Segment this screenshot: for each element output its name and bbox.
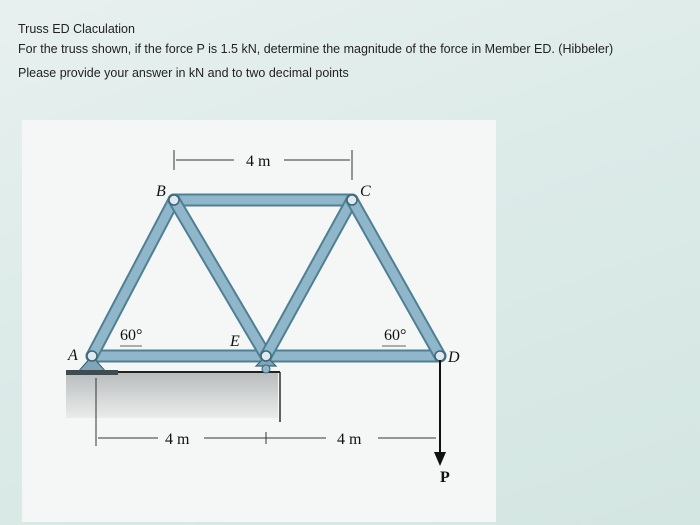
question-title: Truss ED Claculation <box>18 22 135 36</box>
angle-left-label: 60° <box>120 327 143 344</box>
node-b-label: B <box>156 183 166 200</box>
top-dim-label: 4 m <box>246 153 271 170</box>
truss-diagram <box>22 120 496 522</box>
node-e-label: E <box>230 333 240 350</box>
question-prompt: For the truss shown, if the force P is 1.5 kN, determine the magnitude of the force in Member ED. (Hibbeler) <box>18 42 614 56</box>
node-c-label: C <box>360 183 371 200</box>
bottom-dim-left-label: 4 m <box>165 431 190 448</box>
bottom-dim-right-label: 4 m <box>337 431 362 448</box>
load-arrow <box>434 360 446 466</box>
node-a-label: A <box>68 347 78 364</box>
question-header <box>18 22 688 80</box>
question-instruction: Please provide your answer in kN and to two decimal points <box>18 66 349 80</box>
load-label: P <box>440 469 450 486</box>
truss-figure <box>22 120 496 522</box>
ground-support <box>66 372 278 418</box>
node-d-label: D <box>448 349 460 366</box>
angle-right-label: 60° <box>384 327 407 344</box>
